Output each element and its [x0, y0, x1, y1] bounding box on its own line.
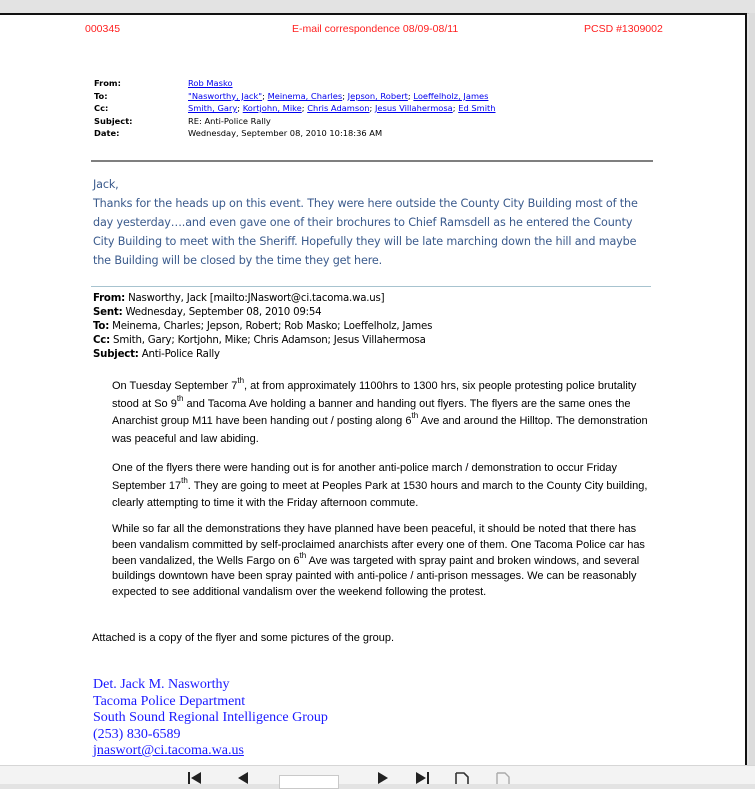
quoted-from-label: From:	[93, 293, 126, 304]
reply-body: Thanks for the heads up on this event. They were here outside the County City Building most of the day yesterday….and even gave one of their brochures to Chief Ramsdell as he entered the County City Building to meet with the Sheriff. Hopefully they will be late marching down the hill and maybe the Building will be closed by the time they get here.	[93, 196, 638, 267]
to-recipient-link[interactable]: Loeffelholz, James	[413, 90, 489, 101]
text-span: and Tacoma Ave holding a banner and handing out flyers. The flyers are the same ones the Anarchist group M11 have been handing out / posting along 6	[112, 397, 631, 427]
next-page-button[interactable]	[376, 772, 390, 784]
first-page-icon	[187, 772, 203, 784]
bates-number-stamp: 000345	[85, 23, 121, 35]
text-span: While so far all the demonstrations they have planned have been peaceful, it should be noted that there has been vandalism committed by self-proclaimed anarchists after every one of them. One Tacoma Police car has been vandalized, the Wells Fargo on 6	[112, 523, 645, 567]
quoted-to-row	[93, 320, 653, 334]
quoted-subject-value: Anti-Police Rally	[141, 349, 220, 360]
header-from-row	[94, 77, 496, 90]
text-span: Ave was targeted with spray paint and broken windows, and several buildings downtown have been spray painted with anti-police / anti-prison messages. We can be reasonably expected to see additional vandalism over the weekend following the protest.	[112, 554, 640, 599]
attachment-note: Attached is a copy of the flyer and some pictures of the group.	[92, 632, 395, 644]
document-icon	[455, 772, 469, 784]
first-page-button[interactable]	[187, 772, 203, 784]
date-value: Wednesday, September 08, 2010 10:18:36 AM	[188, 128, 383, 138]
to-recipient-link[interactable]: Jepson, Robert	[347, 90, 408, 101]
page-number-input[interactable]	[279, 775, 339, 789]
document-title-stamp: E-mail correspondence 08/09-08/11	[292, 23, 459, 35]
quoted-to-value: Meinema, Charles; Jepson, Robert; Rob Masko; Loeffelholz, James	[112, 321, 433, 332]
superscript: th	[237, 376, 245, 386]
superscript: th	[181, 475, 188, 485]
next-page-icon	[376, 772, 390, 784]
email-header	[94, 77, 496, 140]
header-to-row: To: "Nasworthy, Jack"; Meinema, Charles; Jepson, Robert; Loeffelholz, James	[94, 90, 489, 101]
quoted-cc-row	[93, 334, 653, 348]
quoted-sent-row	[93, 306, 653, 320]
cc-recipient-link[interactable]: Jesus Villahermosa	[374, 103, 453, 113]
signature-phone: (253) 830-6589	[93, 726, 181, 742]
reply-message	[93, 176, 653, 271]
text-span: One of the flyers there were handing out is for another anti-police march / demonstration to occur Friday September 17	[112, 462, 618, 492]
document-button[interactable]	[455, 772, 469, 784]
cc-recipient-link[interactable]: Smith, Gary	[188, 103, 238, 113]
quoted-sent-value: Wednesday, September 08, 2010 09:54	[125, 307, 322, 318]
last-page-icon	[414, 772, 430, 784]
from-link[interactable]: Rob Masko	[188, 78, 233, 88]
body-paragraph-4	[92, 630, 654, 648]
quoted-subject-label: Subject:	[93, 349, 139, 360]
signature-email-link[interactable]: jnaswort@ci.tacoma.wa.us	[93, 743, 244, 758]
header-divider	[91, 160, 653, 162]
page-navigation-toolbar	[0, 765, 755, 784]
header-subject-row	[94, 115, 496, 128]
subject-label: Subject:	[94, 115, 133, 126]
cc-recipient-link[interactable]: Ed Smith	[458, 103, 496, 113]
from-label: From:	[94, 78, 121, 88]
to-recipient-link[interactable]: Meinema, Charles	[267, 90, 343, 101]
last-page-button[interactable]	[414, 772, 430, 784]
text-span: , at from approximately 1100hrs to 1300 hrs, six people protesting police brutality stood at So 9	[112, 380, 637, 410]
header-cc-row: Cc: Smith, Gary; Kortjohn, Mike; Chris Adamson; Jesus Villahermosa; Ed Smith	[94, 103, 496, 113]
previous-page-button[interactable]	[236, 772, 250, 784]
quoted-subject-row	[93, 348, 653, 362]
date-label: Date:	[94, 128, 120, 138]
text-span: On Tuesday September 7	[112, 380, 238, 392]
quoted-cc-value: Smith, Gary; Kortjohn, Mike; Chris Adamson; Jesus Villahermosa	[113, 335, 426, 346]
previous-page-icon	[236, 772, 250, 784]
text-span: Ave and around the Hilltop. The demonstration was peaceful and law abiding.	[112, 415, 648, 445]
quoted-from-row	[93, 292, 653, 306]
quoted-cc-label: Cc:	[93, 335, 110, 346]
signature-name: Det. Jack M. Nasworthy	[93, 677, 230, 692]
quoted-divider	[91, 286, 651, 287]
cc-recipient-link[interactable]: Chris Adamson	[307, 103, 370, 113]
cc-label: Cc:	[94, 103, 109, 113]
subject-value: RE: Anti-Police Rally	[188, 115, 271, 126]
body-paragraph-2	[92, 460, 654, 513]
quoted-from-value: Nasworthy, Jack [mailto:JNaswort@ci.tacoma.wa.us]	[128, 293, 385, 304]
document-disabled-button[interactable]	[496, 772, 510, 784]
quoted-to-label: To:	[93, 321, 110, 332]
quoted-header	[93, 292, 653, 362]
cc-recipient-link[interactable]: Kortjohn, Mike	[242, 103, 302, 113]
document-disabled-icon	[496, 772, 510, 784]
superscript: th	[411, 411, 419, 421]
viewer-top-band	[0, 0, 755, 14]
superscript: th	[299, 550, 307, 560]
to-label: To:	[94, 90, 108, 101]
case-number-stamp: PCSD #1309002	[584, 23, 663, 35]
signature-block	[93, 677, 328, 760]
header-date-row	[94, 127, 496, 140]
superscript: th	[176, 393, 184, 403]
to-recipient-link[interactable]: "Nasworthy, Jack"	[188, 90, 263, 101]
text-span: . They are going to meet at Peoples Park at 1530 hours and march to the County City building, clearly attempting to time it with the Friday afternoon commute.	[112, 479, 648, 509]
signature-department: Tacoma Police Department	[93, 693, 246, 709]
reply-greeting: Jack,	[93, 178, 119, 191]
viewer-right-strip	[749, 13, 755, 765]
body-paragraph-3	[92, 522, 654, 601]
body-paragraph-1	[92, 378, 654, 448]
signature-group: South Sound Regional Intelligence Group	[93, 710, 328, 725]
quoted-sent-label: Sent:	[93, 307, 123, 318]
